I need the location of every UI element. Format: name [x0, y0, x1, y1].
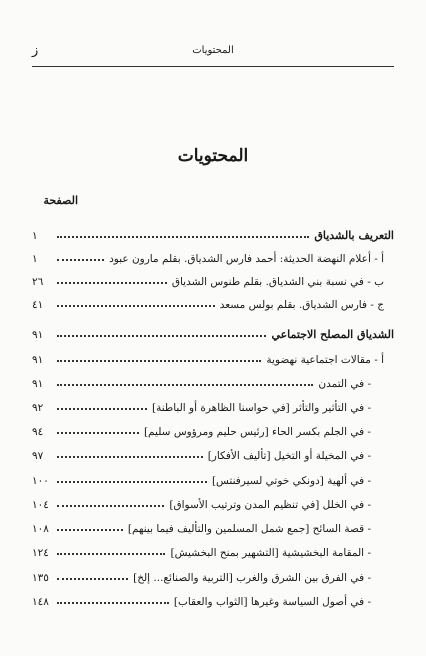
toc-entry: [32, 291, 384, 311]
toc-entry-page: ٩١: [32, 329, 44, 341]
toc-entry: [32, 321, 394, 341]
toc-entry-page: ١٠٠: [32, 475, 49, 487]
toc-entry-page: ٩٧: [32, 450, 44, 462]
toc-entry: [32, 370, 371, 390]
dot-leader: [57, 432, 139, 434]
toc-entry: [32, 467, 371, 487]
toc-entry: [32, 539, 371, 559]
toc-entry-label: الشدياق المصلح الاجتماعي: [271, 328, 394, 341]
toc-entry-label: التعريف بالشدياق: [314, 229, 394, 242]
running-header-page-letter: ز: [32, 43, 39, 58]
toc-entry: [32, 222, 394, 242]
dot-leader: [57, 481, 207, 483]
toc-entry-page: ٤١: [32, 299, 44, 311]
dot-leader: [57, 505, 164, 507]
page-column-header: الصفحة: [43, 194, 78, 207]
toc-entry-page: ٢٦: [32, 276, 44, 288]
dot-leader: [57, 282, 167, 284]
dot-leader: [57, 335, 266, 337]
toc-entry-label: - في ألهية [دونكي خوتي لسيرفنتس]: [211, 475, 371, 487]
running-header-title: المحتويات: [192, 45, 234, 56]
toc-entry: [32, 515, 371, 535]
toc-entry-label: - في المخيلة أو التخيل [تأليف الأفكار]: [207, 450, 371, 462]
header-rule: [32, 66, 394, 67]
dot-leader: [57, 602, 169, 604]
dot-leader: [57, 384, 313, 386]
toc-entry-label: ب - في نسبة بني الشدياق. بقلم طنوس الشدياق: [171, 276, 384, 288]
toc-entry-label: ج - فارس الشدياق. بقلم بولس مسعد: [219, 299, 384, 311]
dot-leader: [57, 305, 215, 307]
toc-entry: [32, 346, 384, 366]
toc-entry: [32, 394, 371, 414]
toc-entry: [32, 245, 384, 265]
toc-entry: [32, 442, 371, 462]
dot-leader: [57, 578, 128, 580]
page-title: المحتويات: [177, 146, 249, 166]
toc-entry-page: ٩٤: [32, 426, 44, 438]
toc-entry-label: أ - أعلام النهضة الحديثة: أحمد فارس الشدياق. بقلم مارون عبود: [109, 253, 384, 265]
dot-leader: [57, 259, 104, 261]
toc-entry-label: - المقامة البخشيشية [التشهير بمنح البخشيش]: [170, 547, 371, 559]
toc-entry-label: - في التمدن: [318, 378, 371, 390]
dot-leader: [57, 529, 123, 531]
toc-entry-label: أ - مقالات اجتماعية نهضوية: [266, 354, 384, 366]
toc-entry: [32, 564, 371, 584]
toc-entry-label: - في التأثير والتأثر [في حواسنا الظاهرة أو الباطنة]: [151, 402, 371, 414]
toc-entry-page: ٩١: [32, 378, 44, 390]
toc-entry-page: ٩١: [32, 354, 44, 366]
toc-entry-page: ١٣٥: [32, 572, 49, 584]
toc-entry: [32, 588, 371, 608]
dot-leader: [57, 456, 203, 458]
dot-leader: [57, 236, 309, 238]
dot-leader: [57, 553, 165, 555]
toc-entry-page: ١٠٤: [32, 499, 49, 511]
toc-entry-label: - في أصول السياسة وغيرها [الثواب والعقاب]: [173, 596, 371, 608]
toc-entry-page: ١٤٨: [32, 596, 49, 608]
toc-entry: [32, 418, 371, 438]
toc-entry-page: ١: [32, 230, 38, 242]
toc-entry-page: ١٠٨: [32, 523, 49, 535]
toc-entry-label: - قصة السائح [جمع شمل المسلمين والتأليف فيما بينهم]: [127, 523, 371, 535]
toc-entry-label: - في الخلل [في تنظيم المدن وترتيب الأسواق]: [169, 499, 371, 511]
toc-entry-page: ٩٢: [32, 402, 44, 414]
dot-leader: [57, 408, 147, 410]
toc-entry-label: - في الفرق بين الشرق والغرب [التربية والصنائع... إلخ]: [133, 572, 371, 584]
toc-entry-page: ١٢٤: [32, 547, 49, 559]
toc-entry-page: ١: [32, 253, 38, 265]
toc-entry: [32, 491, 371, 511]
toc-entry: [32, 268, 384, 288]
dot-leader: [57, 360, 261, 362]
toc-entry-label: - في الجلم بكسر الحاء [رئيس حليم ومرؤوس سليم]: [143, 426, 371, 438]
